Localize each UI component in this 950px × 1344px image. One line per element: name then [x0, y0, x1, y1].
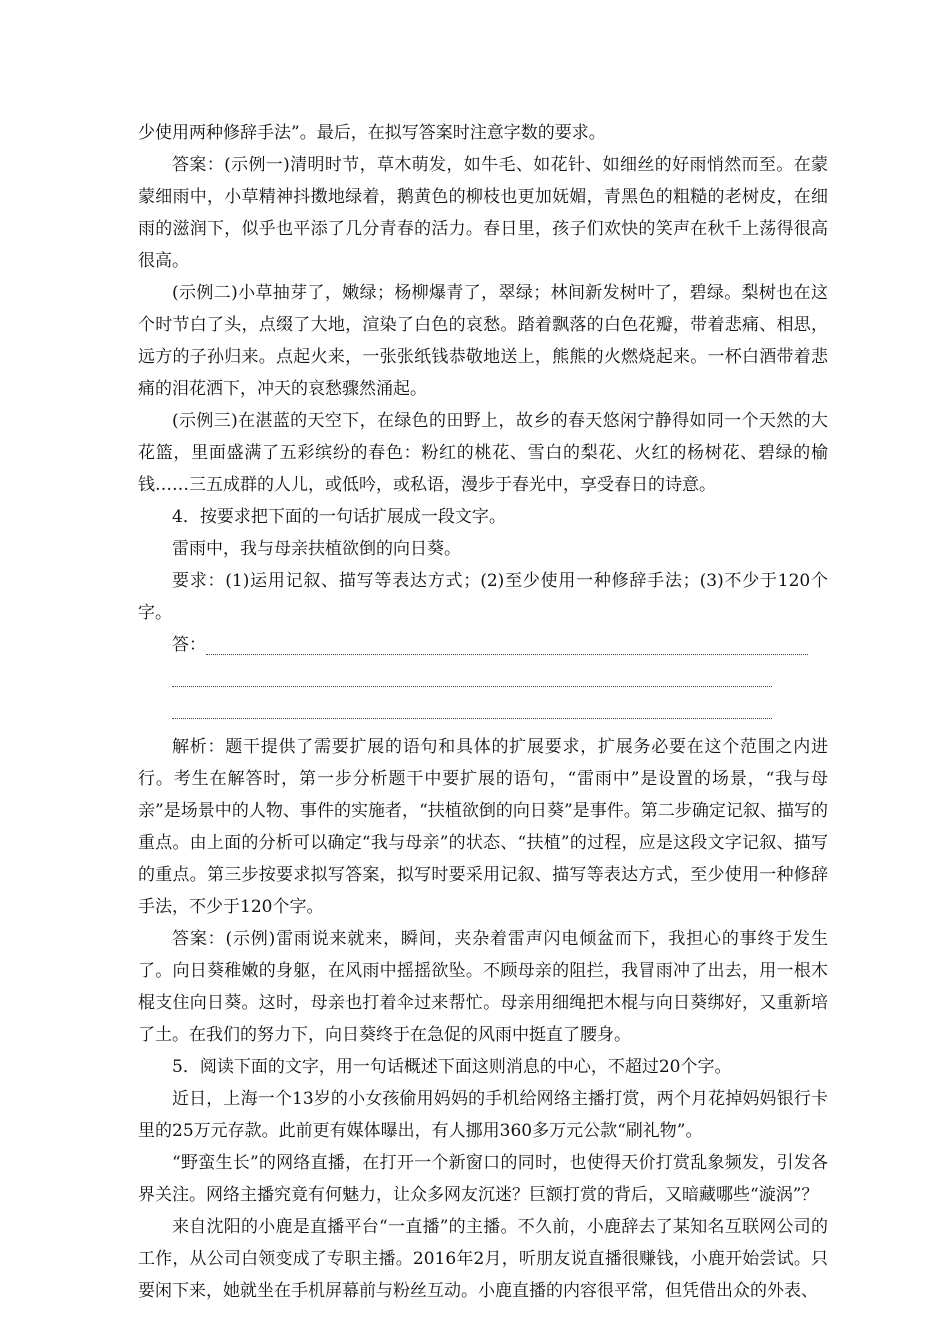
answer-line	[206, 654, 808, 655]
answer-label: 答：	[172, 635, 206, 655]
question-4-title: 4．按要求把下面的一句话扩展成一段文字。	[172, 507, 506, 527]
answer-line	[172, 718, 772, 719]
question-5-text-3: 来自沈阳的小鹿是直播平台“一直播”的主播。不久前，小鹿辞去了某知名互联网公司的工作，从公司白领变成了专职主播。2016年2月，听朋友说直播很赚钱，小鹿开始尝试。只要闲下来，她就坐在手机屏幕前与粉丝互动。小鹿直播的内容很平常，但凭借出众的外表、	[138, 1217, 828, 1301]
question-4-requirements: 要求：(1)运用记叙、描写等表达方式；(2)至少使用一种修辞手法；(3)不少于120个字。	[138, 571, 828, 623]
question-5-text-2: “野蛮生长”的网络直播，在打开一个新窗口的同时，也使得天价打赏乱象频发，引发各界关注。网络主播究竟有何魅力，让众多网友沉迷？巨额打赏的背后，又暗藏哪些“漩涡”？	[138, 1153, 828, 1205]
paragraph-answer-example-3: (示例三)在湛蓝的天空下，在绿色的田野上，故乡的春天悠闲宁静得如同一个天然的大花篮，里面盛满了五彩缤纷的春色：粉红的桃花、雪白的梨花、火红的杨树花、碧绿的榆钱……三五成群的人儿，或低吟，或私语，漫步于春光中，享受春日的诗意。	[138, 411, 828, 495]
question-4-analysis: 解析：题干提供了需要扩展的语句和具体的扩展要求，扩展务必要在这个范围之内进行。考生在解答时，第一步分析题干中要扩展的语句，“雷雨中”是设置的场景，“我与母亲”是场景中的人物、事件的实施者，“扶植欲倒的向日葵”是事件。第二步确定记叙、描写的重点。由上面的分析可以确定“我与母亲”的状态、“扶植”的过程，应是这段文字记叙、描写的重点。第三步按要求拟写答案，拟写时要采用记叙、描写等表达方式，至少使用一种修辞手法，不少于120个字。	[138, 737, 828, 917]
question-5-text-1: 近日，上海一个13岁的小女孩偷用妈妈的手机给网络主播打赏，两个月花掉妈妈银行卡里的25万元存款。此前更有媒体曝出，有人挪用360多万元公款“刷礼物”。	[138, 1089, 828, 1141]
question-4-answer: 答案：(示例)雷雨说来就来，瞬间，夹杂着雷声闪电倾盆而下，我担心的事终于发生了。向日葵稚嫩的身躯，在风雨中摇摇欲坠。不顾母亲的阻拦，我冒雨冲了出去，用一根木棍支住向日葵。这时，母亲也打着伞过来帮忙。母亲用细绳把木棍与向日葵绑好，又重新培了土。在我们的努力下，向日葵终于在急促的风雨中挺直了腰身。	[138, 929, 828, 1045]
paragraph-answer-example-2: (示例二)小草抽芽了，嫩绿；杨柳爆青了，翠绿；林间新发树叶了，碧绿。梨树也在这个时节白了头，点缀了大地，渲染了白色的哀愁。踏着飘落的白色花瓣，带着悲痛、相思，远方的子孙归来。点起火来，一张张纸钱恭敬地送上，熊熊的火燃烧起来。一杯白酒带着悲痛的泪花洒下，冲天的哀愁骤然涌起。	[138, 283, 828, 399]
paragraph-continuation: 少使用两种修辞手法”。最后，在拟写答案时注意字数的要求。	[138, 123, 606, 143]
question-5-title: 5．阅读下面的文字，用一句话概述下面这则消息的中心，不超过20个字。	[172, 1057, 732, 1077]
answer-blank-area	[138, 629, 828, 725]
answer-line	[172, 686, 772, 687]
document-body	[138, 117, 828, 1307]
question-4-sentence: 雷雨中，我与母亲扶植欲倒的向日葵。	[172, 539, 461, 559]
paragraph-answer-example-1: 答案：(示例一)清明时节，草木萌发，如牛毛、如花针、如细丝的好雨悄然而至。在蒙蒙细雨中，小草精神抖擞地绿着，鹅黄色的柳枝也更加妩媚，青黑色的粗糙的老树皮，在细雨的滋润下，似乎也平添了几分青春的活力。春日里，孩子们欢快的笑声在秋千上荡得很高很高。	[138, 155, 828, 271]
